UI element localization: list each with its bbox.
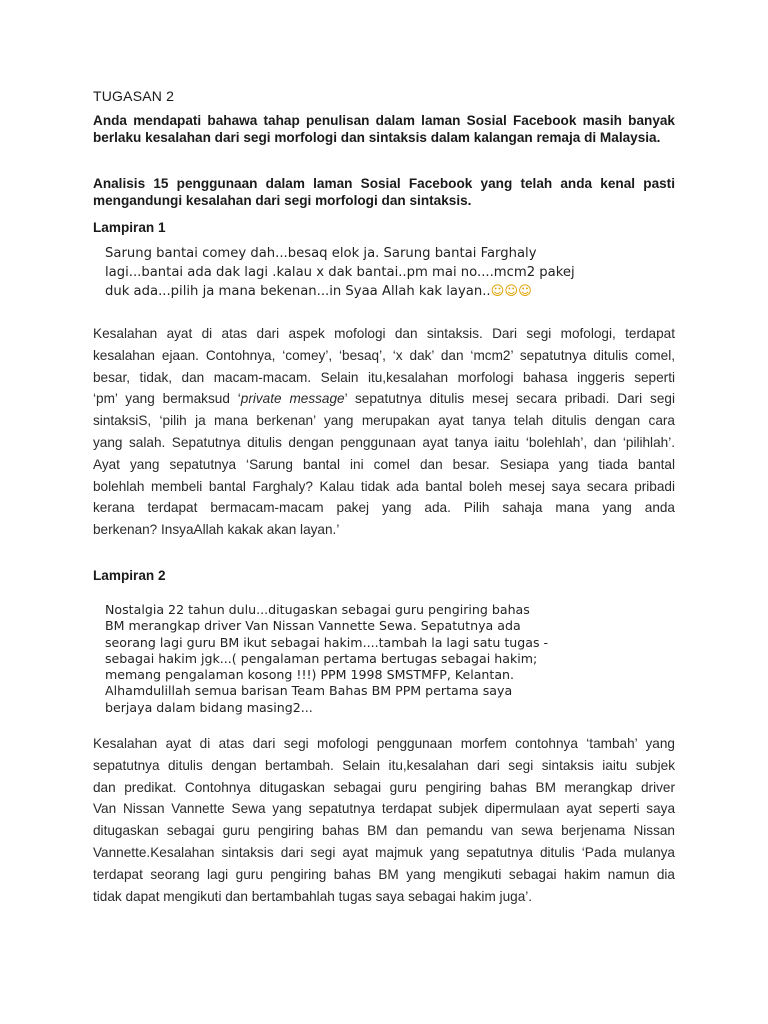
post-line: sebagai hakim jgk...( pengalaman pertama bertugas sebagai hakim; xyxy=(105,650,538,666)
post-line: memang pengalaman kosong !!!) PPM 1998 SMSTMFP, Kelantan. xyxy=(105,667,515,683)
analysis-line: yang salah. Sepatutnya ditulis dengan penggunaan ayat tanya iaitu ‘bolehlah’, dan ‘pilihlah’. xyxy=(93,434,675,450)
lampiran-1-facebook-post xyxy=(105,244,575,301)
analysis-line: sintaksiS, ‘pilih ja mana berkenan’ yang merupakan ayat tanya telah ditulis dengan cara xyxy=(93,413,675,429)
italic-term: private message xyxy=(240,391,345,407)
post-line: lagi...bantai ada dak lagi .kalau x dak bantai..pm mai no....mcm2 pakej xyxy=(105,265,575,280)
analysis-line: berkenan? InsyaAllah kakak akan layan.’ xyxy=(93,522,340,538)
lampiran-1-analysis xyxy=(93,323,675,541)
lampiran-2-facebook-post xyxy=(105,602,548,716)
post-line: BM merangkap driver Van Nissan Vannette Sewa. Sepatutnya ada xyxy=(105,618,521,634)
analysis-text: ’ sepatutnya ditulis mesej secara pribadi. Dari segi xyxy=(344,391,675,407)
analysis-line: ditugaskan sebagai guru pengiring bahas BM dan pemandu van sewa berjenama Nissan xyxy=(93,823,675,839)
analysis-line: kerana terdapat bermacam-macam pakej yang ada. Pilih sahaja mana yang anda xyxy=(93,500,675,516)
analysis-line: Van Nissan Vannette Sewa yang sepatutnya terdapat subjek dipermulaan ayat seperti saya xyxy=(93,801,675,817)
analysis-line: tidak dapat mengikuti dan bertambahlah tugas saya sebagai hakim juga’. xyxy=(93,888,533,904)
post-line xyxy=(105,282,575,301)
analysis-line: sepatutnya ditulis dengan bertambah. Selain itu,kesalahan dari segi sintaksis iaitu subjek xyxy=(93,757,675,773)
question-task: Analisis 15 penggunaan dalam laman Sosial Facebook yang telah anda kenal pasti mengandungi kesalahan dari segi morfologi dan sintaksis. xyxy=(93,176,675,208)
post-line-text: duk ada...pilih ja mana bekenan...in Syaa Allah kak layan.. xyxy=(105,284,491,299)
analysis-line xyxy=(93,388,675,410)
analysis-line: kesalahan ejaan. Contohnya, ‘comey’, ‘besaq’, ‘x dak’ dan ‘mcm2’ sepatutnya ditulis comel, xyxy=(93,347,675,363)
post-line: seorang lagi guru BM ikut sebagai hakim....tambah la lagi satu tugas - xyxy=(105,634,549,650)
analysis-line: Kesalahan ayat di atas dari segi mofologi penggunaan morfem contohnya ‘tambah’ yang xyxy=(93,736,675,751)
analysis-line: Kesalahan ayat di atas dari aspek mofologi dan sintaksis. Dari segi mofologi, terdapat xyxy=(93,326,675,341)
lampiran-2-analysis xyxy=(93,733,675,907)
analysis-line: Vannette.Kesalahan sintaksis dari segi ayat majmuk yang sepatutnya ditulis ‘Pada mulanya xyxy=(93,844,675,860)
analysis-line: dan predikat. Contohnya ditugaskan sebagai guru pengiring bahas BM merangkap driver xyxy=(93,779,675,795)
analysis-text: ‘pm’ yang bermaksud ‘ xyxy=(93,391,241,407)
analysis-line: terdapat seorang lagi guru pengiring bahas BM yang mengikuti sebagai hakim namun dia xyxy=(93,866,675,882)
lampiran-1-heading: Lampiran 1 xyxy=(93,220,166,235)
post-line: berjaya dalam bidang masing2... xyxy=(105,699,313,715)
question-statement: Anda mendapati bahawa tahap penulisan dalam laman Sosial Facebook masih banyak berlaku kesalahan dari segi morfologi dan sintaksis dalam kalangan remaja di Malaysia. xyxy=(93,113,675,145)
post-line: Sarung bantai comey dah...besaq elok ja. Sarung bantai Farghaly xyxy=(105,246,537,261)
post-line: Nostalgia 22 tahun dulu...ditugaskan sebagai guru pengiring bahas xyxy=(105,602,530,617)
analysis-line: besar, tidak, dan macam-macam. Selain itu,kesalahan morfologi bahasa inggeris seperti xyxy=(93,369,675,385)
lampiran-2-heading: Lampiran 2 xyxy=(93,568,166,583)
analysis-line: bolehlah membeli bantal Farghaly? Kalau tidak ada bantal boleh mesej saya secara pribadi xyxy=(93,478,675,494)
post-line: Alhamdulillah semua barisan Team Bahas BM PPM pertama saya xyxy=(105,683,513,699)
analysis-line: Ayat yang sepatutnya ‘Sarung bantal ini comel dan besar. Sesiapa yang tiada bantal xyxy=(93,456,675,472)
smiley-emoji-icon: ☺☺☺ xyxy=(490,284,532,299)
assignment-title: TUGASAN 2 xyxy=(93,88,175,104)
